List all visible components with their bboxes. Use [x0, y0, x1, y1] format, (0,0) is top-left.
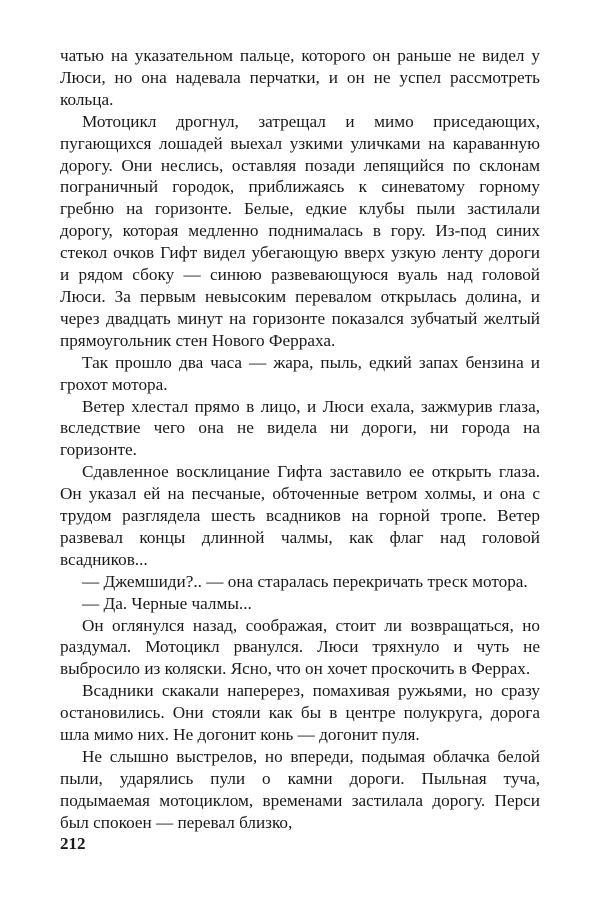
paragraph: Всадники скакали наперерез, помахивая ружьями, но сразу остановились. Они стояли как бы в центре полукруга, дорога шла мимо них. Не догонит конь — догонит пуля. [60, 681, 540, 745]
paragraph: Ветер хлестал прямо в лицо, и Люси ехала, зажмурив глаза, вследствие чего она не видела ни дороги, ни города на горизонте. [60, 396, 540, 460]
page-text [60, 45, 540, 834]
paragraph: — Да. Черные чалмы... [82, 593, 252, 613]
page-number: 212 [60, 834, 86, 853]
paragraph: Он оглянулся назад, соображая, стоит ли возвращаться, но раздумал. Мотоцикл рванулся. Люси тряхнуло и чуть не выбросило из коляски. Ясно, что он хочет проскочить в Феррах. [60, 615, 540, 679]
paragraph: — Джемшиди?.. — она старалась перекричать треск мотора. [82, 571, 528, 591]
paragraph: Мотоцикл дрогнул, затрещал и мимо приседающих, пугающихся лошадей выехал узкими уличками на караванную дорогу. Они неслись, оставляя позади лепящийся по склонам пограничный городок, приближаясь к синеватому горному гребню на горизонте. Белые, едкие клубы пыли застилали дорогу, которая медленно поднималась в гору. Из-под синих стекол очков Гифт видел убегающую вверх узкую ленту дороги и рядом сбоку — синюю развевающуюся вуаль над головой Люси. За первым невысоким перевалом открылась долина, и через двадцать минут на горизонте показался зубчатый желтый прямоугольник стен Нового Ферраха. [60, 111, 540, 350]
paragraph: Сдавленное восклицание Гифта заставило ее открыть глаза. Он указал ей на песчаные, обточенные ветром холмы, и она с трудом разглядела шесть всадников на горной тропе. Ветер развевал концы длинной чалмы, как флаг над головой всадников... [60, 462, 540, 569]
paragraph: Так прошло два часа — жара, пыль, едкий запах бензина и грохот мотора. [60, 352, 540, 394]
paragraph: чатью на указательном пальце, которого он раньше не видел у Люси, но она надевала перчатки, и он не успел рассмотреть кольца. [60, 46, 540, 109]
paragraph: Не слышно выстрелов, но впереди, подымая облачка белой пыли, ударялись пули о камни дороги. Пыльная туча, подымаемая мотоциклом, временами застилала дорогу. Перси был спокоен — перевал близко, [60, 747, 540, 832]
